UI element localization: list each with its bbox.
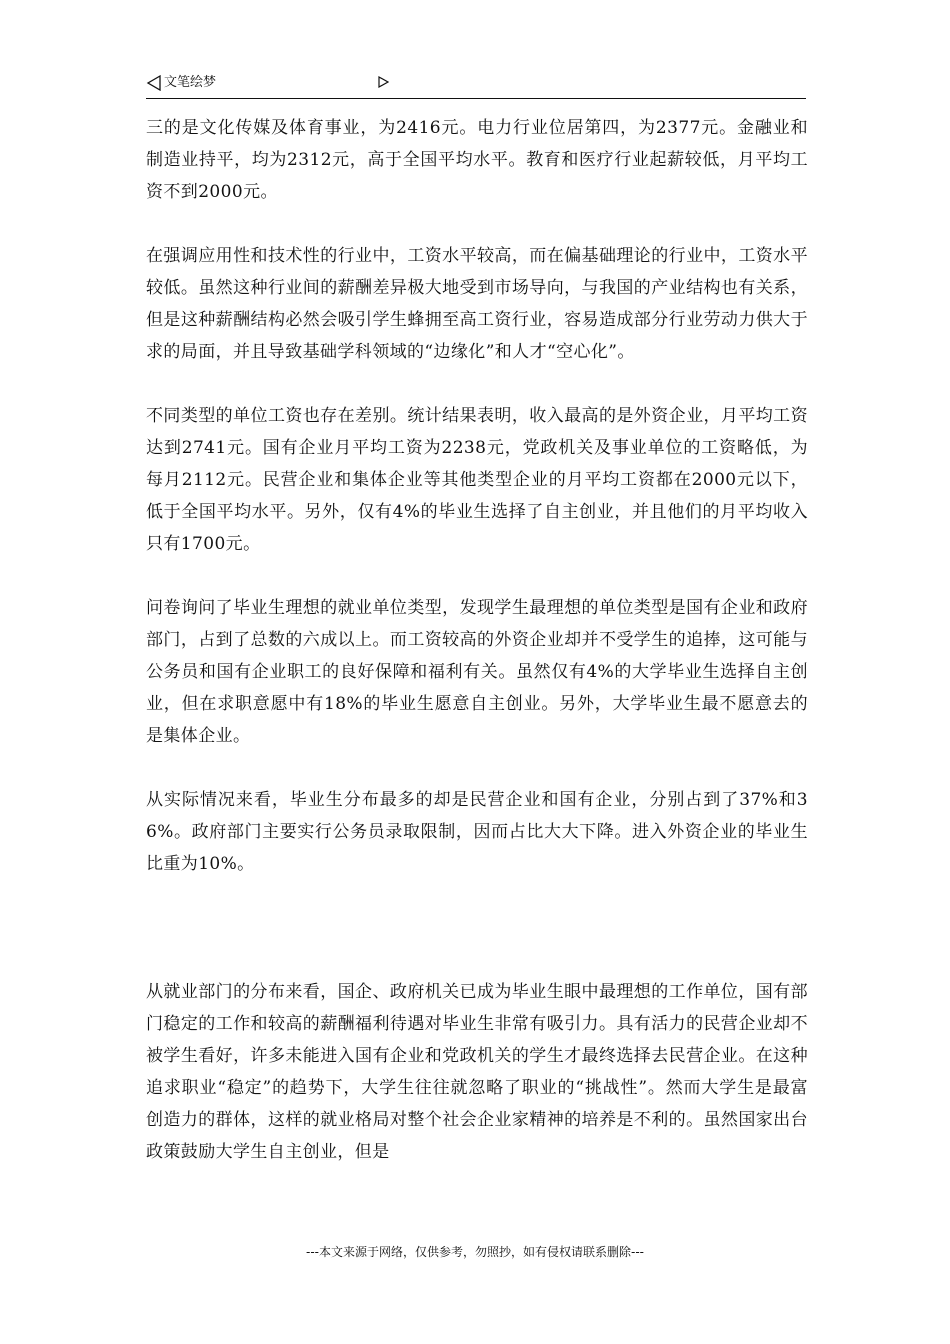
paragraph-applied-vs-theory: 在强调应用性和技术性的行业中，工资水平较高，而在偏基础理论的行业中，工资水平较低。虽然这种行业间的薪酬差异极大地受到市场导向，与我国的产业结构也有关系，但是这种薪酬结构必然会吸引学生蜂拥至高工资行业，容易造成部分行业劳动力供大于求的局面，并且导致基础学科领域的“边缘化”和人才“空心化”。 [146,246,808,362]
section-spacer [146,880,808,976]
paragraph-employer-type-salary: 不同类型的单位工资也存在差别。统计结果表明，收入最高的是外资企业，月平均工资达到2741元。国有企业月平均工资为2238元，党政机关及事业单位的工资略低，为每月2112元。民营企业和集体企业等其他类型企业的月平均工资都在2000元以下，低于全国平均水平。另外，仅有4%的毕业生选择了自主创业，并且他们的月平均收入只有1700元。 [146,406,808,554]
header-brand: 文笔绘梦 [164,75,217,90]
paragraph-sector-analysis: 从就业部门的分布来看，国企、政府机关已成为毕业生眼中最理想的工作单位，国有部门稳定的工作和较高的薪酬福利待遇对毕业生非常有吸引力。具有活力的民营企业却不被学生看好，许多未能进入国有企业和党政机关的学生才最终选择去民营企业。在这种追求职业“稳定”的趋势下，大学生往往就忽略了职业的“挑战性”。然而大学生是最富创造力的群体，这样的就业格局对整个社会企业家精神的培养是不利的。虽然国家出台政策鼓励大学生自主创业，但是 [146,982,808,1162]
triangle-left-icon [146,75,162,91]
footer-notice: ---本文来源于网络，仅供参考，勿照抄，如有侵权请联系删除--- [306,1245,644,1259]
paragraph-spacer [146,560,808,592]
triangle-right-icon [378,76,389,88]
paragraph-actual-distribution: 从实际情况来看，毕业生分布最多的却是民营企业和国有企业，分别占到了37%和36%。政府部门主要实行公务员录取限制，因而占比大大下降。进入外资企业的毕业生比重为10%。 [146,790,808,874]
document-body [146,112,808,1168]
paragraph-spacer [146,368,808,400]
paragraph-ideal-employer: 问卷询问了毕业生理想的就业单位类型，发现学生最理想的单位类型是国有企业和政府部门，占到了总数的六成以上。而工资较高的外资企业却并不受学生的追捧，这可能与公务员和国有企业职工的良好保障和福利有关。虽然仅有4%的大学毕业生选择自主创业，但在求职意愿中有18%的毕业生愿意自主创业。另外，大学毕业生最不愿意去的是集体企业。 [146,598,808,746]
paragraph-industry-salary: 三的是文化传媒及体育事业，为2416元。电力行业位居第四，为2377元。金融业和制造业持平，均为2312元，高于全国平均水平。教育和医疗行业起薪较低，月平均工资不到2000元。 [146,118,808,202]
page-header [146,72,806,99]
paragraph-spacer [146,752,808,784]
paragraph-spacer [146,208,808,240]
